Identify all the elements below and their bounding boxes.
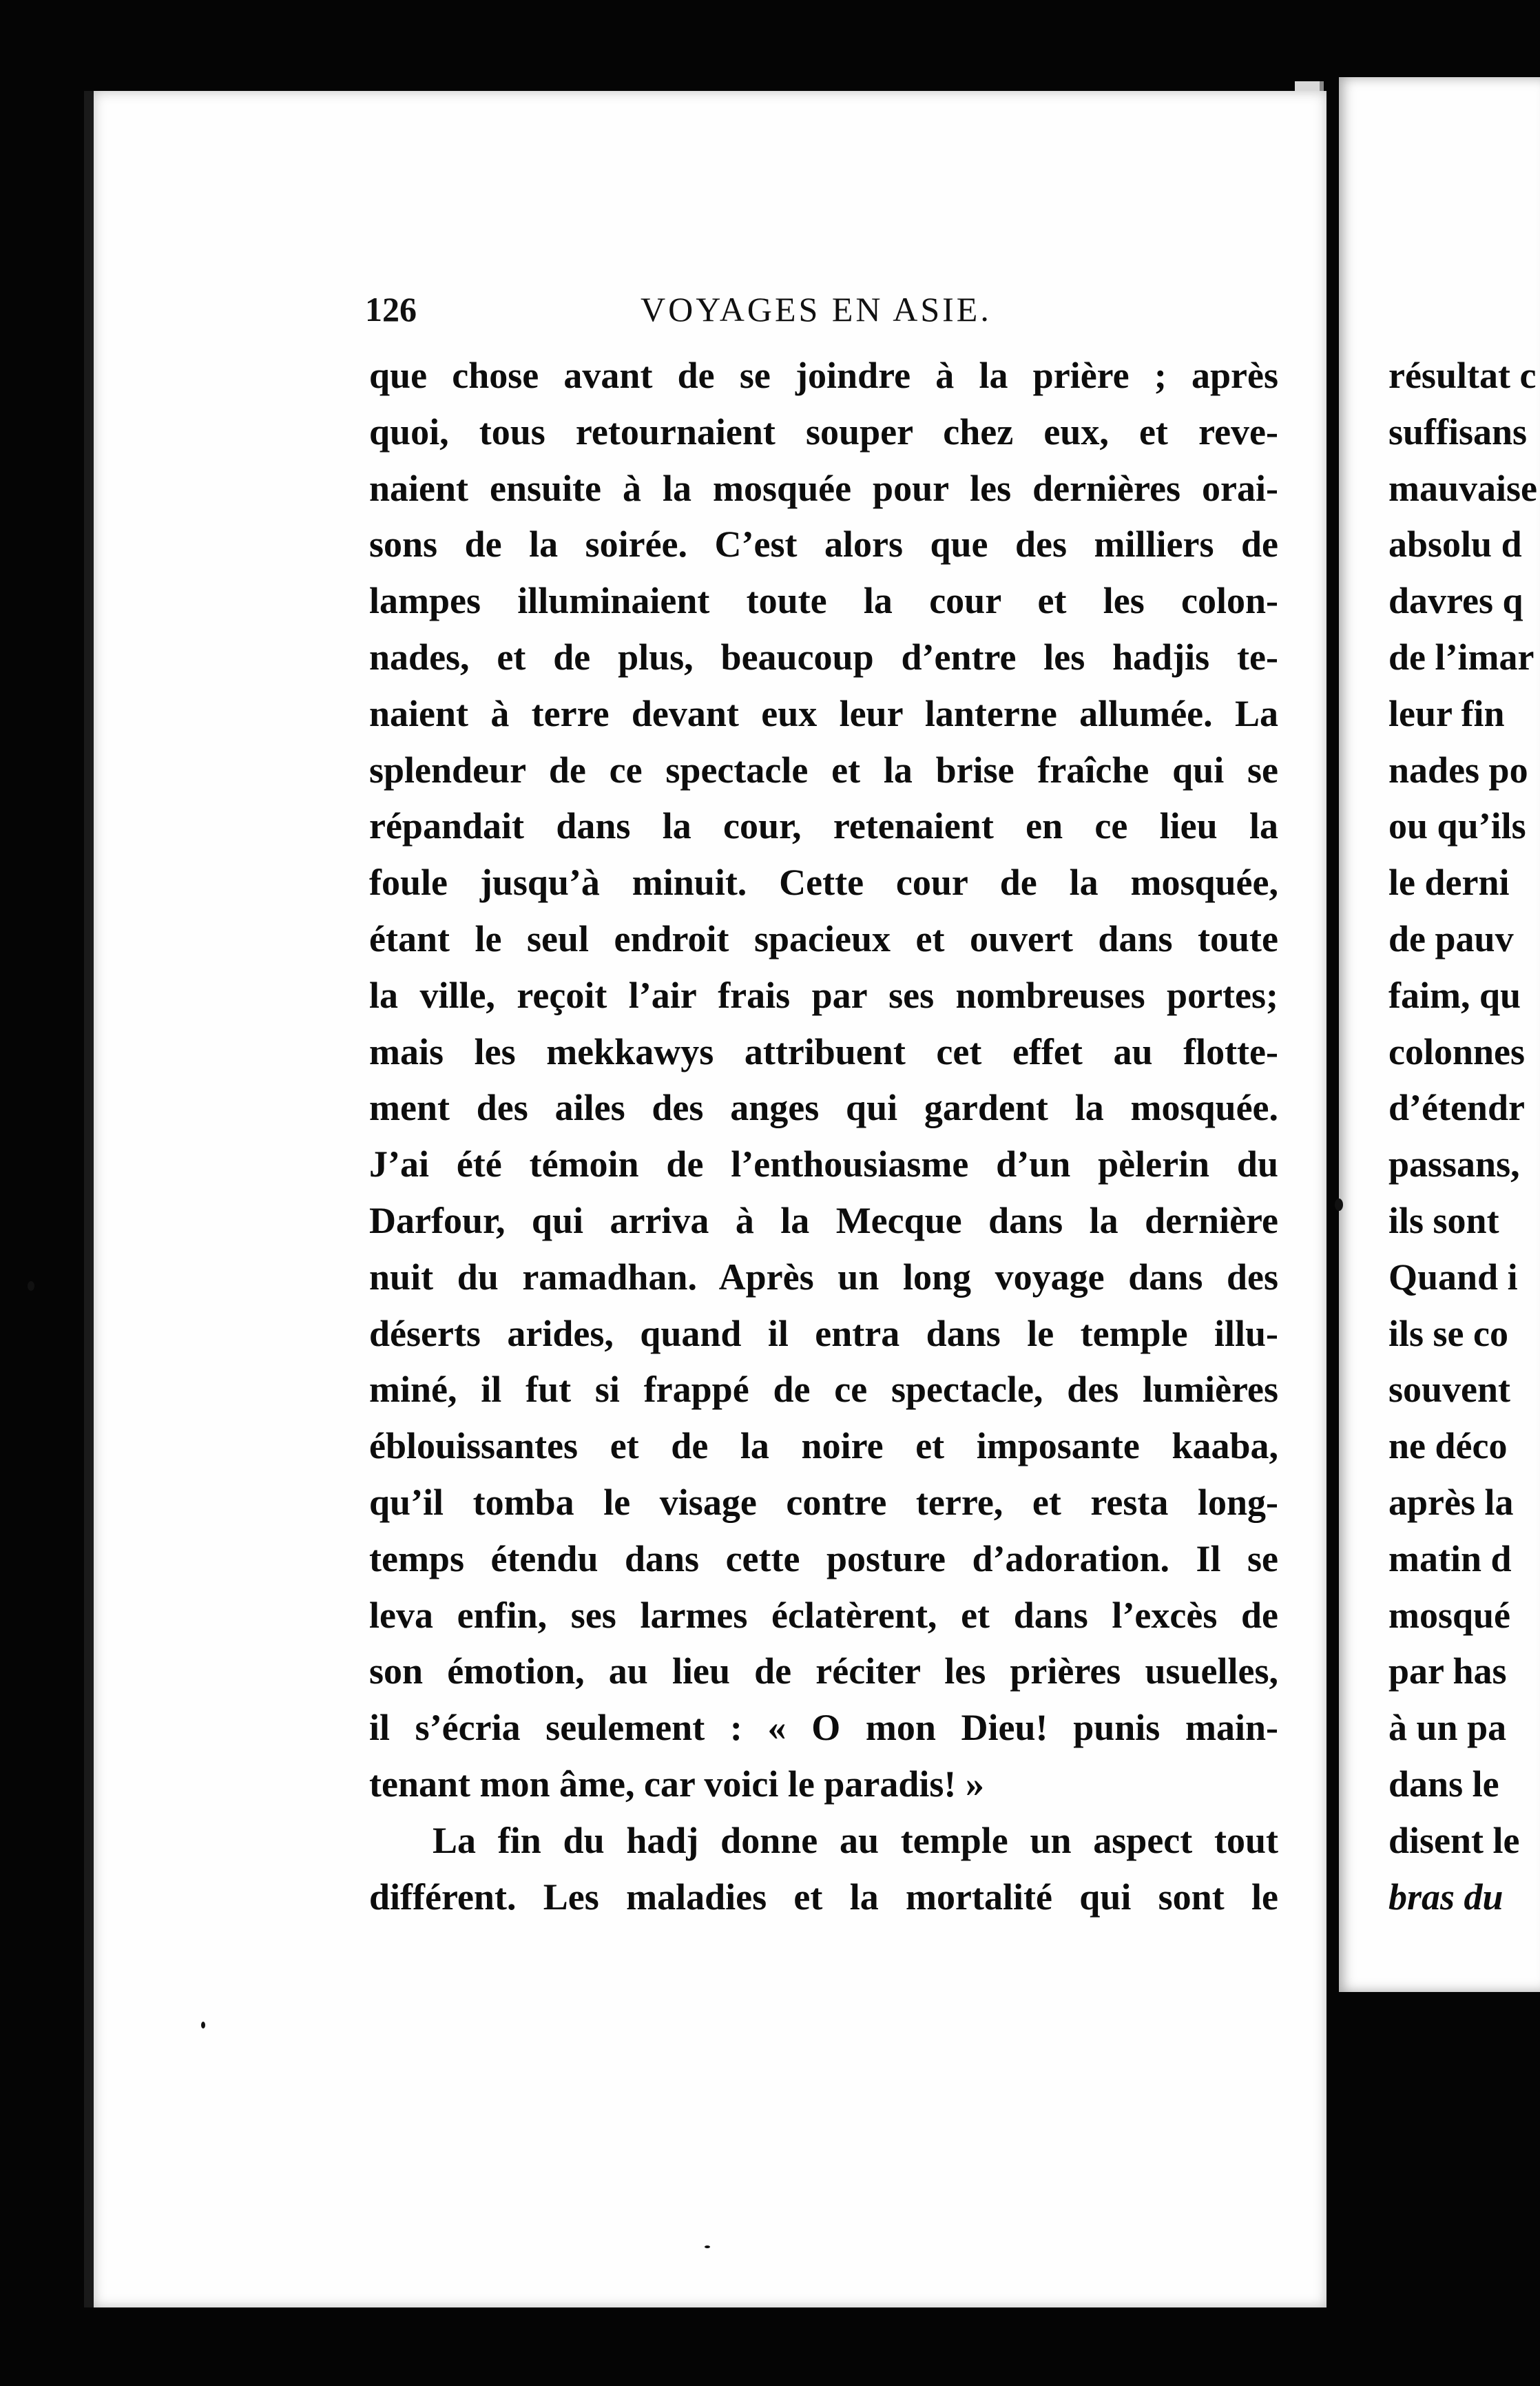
- right-text-line: de l’imar: [1388, 636, 1534, 678]
- text-line: naient à terre devant eux leur lanterne allumée. La: [369, 692, 1278, 734]
- right-text-line: dans le: [1388, 1763, 1499, 1805]
- text-line: il s’écria seulement : « O mon Dieu! punis main-: [369, 1707, 1278, 1749]
- text-line: Darfour, qui arriva à la Mecque dans la dernière: [369, 1199, 1278, 1241]
- right-text-line: absolu d: [1388, 523, 1522, 566]
- right-text-line: ils sont: [1388, 1199, 1499, 1241]
- right-text-line: par has: [1388, 1650, 1507, 1692]
- right-text-line: Quand i: [1388, 1256, 1518, 1298]
- text-line: quoi, tous retournaient souper chez eux, et reve-: [369, 411, 1278, 453]
- text-line: nuit du ramadhan. Après un long voyage dans des: [369, 1256, 1278, 1298]
- text-line: tenant mon âme, car voici le paradis! »: [369, 1763, 984, 1805]
- right-text-line: ils se co: [1388, 1312, 1508, 1354]
- right-text-line: ne déco: [1388, 1425, 1508, 1467]
- right-text-line: suffisans: [1388, 411, 1528, 453]
- text-line: son émotion, au lieu de réciter les prières usuelles,: [369, 1650, 1278, 1692]
- right-text-line: davres q: [1388, 580, 1523, 622]
- text-line: la ville, reçoit l’air frais par ses nombreuses portes;: [369, 974, 1278, 1016]
- right-text-line: passans,: [1388, 1143, 1520, 1185]
- paragraph-start-line: La fin du hadj donne au temple un aspect tout: [433, 1819, 1278, 1861]
- text-line: étant le seul endroit spacieux et ouvert dans toute: [369, 917, 1278, 959]
- text-line: ment des ailes des anges qui gardent la mosquée.: [369, 1087, 1278, 1129]
- right-text-line: le derni: [1388, 862, 1510, 904]
- text-line: qu’il tomba le visage contre terre, et resta long-: [369, 1481, 1278, 1523]
- right-text-line: d’étendr: [1388, 1087, 1525, 1129]
- text-line: lampes illuminaient toute la cour et les colon-: [369, 580, 1278, 622]
- running-head: [0, 289, 1309, 338]
- right-text-line: matin d: [1388, 1537, 1512, 1579]
- text-line: foule jusqu’à minuit. Cette cour de la mosquée,: [369, 862, 1278, 904]
- scan-speck: [1335, 1199, 1343, 1211]
- page-number: 126: [365, 290, 417, 329]
- text-line: splendeur de ce spectacle et la brise fraîche qui se: [369, 749, 1278, 791]
- text-line: déserts arides, quand il entra dans le temple illu-: [369, 1312, 1278, 1354]
- right-text-line: souvent: [1388, 1369, 1511, 1411]
- right-text-line: faim, qu: [1388, 974, 1521, 1016]
- scan-speck: [201, 2022, 205, 2029]
- text-line: répandait dans la cour, retenaient en ce lieu la: [369, 805, 1278, 847]
- body-text: [369, 348, 1278, 1925]
- text-line: nades, et de plus, beaucoup d’entre les hadjis te-: [369, 636, 1278, 678]
- text-line: différent. Les maladies et la mortalité qui sont le: [369, 1876, 1278, 1918]
- right-text-line: colonnes: [1388, 1030, 1526, 1072]
- right-text-line: leur fin: [1388, 692, 1505, 734]
- scan-speck: [28, 1281, 34, 1291]
- right-text-line: résultat c: [1388, 355, 1537, 396]
- text-line: mais les mekkawys attribuent cet effet au flotte-: [369, 1030, 1278, 1072]
- text-line: sons de la soirée. C’est alors que des milliers de: [369, 523, 1278, 566]
- text-line: leva enfin, ses larmes éclatèrent, et dans l’excès de: [369, 1594, 1278, 1636]
- text-line: que chose avant de se joindre à la prière ; après: [369, 355, 1278, 396]
- right-text-line: nades po: [1388, 749, 1528, 791]
- right-text-line: à un pa: [1388, 1707, 1507, 1749]
- right-text-line: après la: [1388, 1481, 1514, 1523]
- right-text-line: bras du: [1388, 1876, 1503, 1918]
- text-line: éblouissantes et de la noire et imposante kaaba,: [369, 1425, 1278, 1467]
- right-text-line: ou qu’ils: [1388, 805, 1526, 847]
- scan-speck: [705, 2245, 710, 2248]
- text-line: temps étendu dans cette posture d’adoration. Il se: [369, 1537, 1278, 1579]
- running-title: VOYAGES EN ASIE.: [641, 290, 992, 329]
- right-text-line: disent le: [1388, 1819, 1520, 1861]
- text-line: J’ai été témoin de l’enthousiasme d’un pèlerin du: [369, 1143, 1278, 1185]
- text-line: naient ensuite à la mosquée pour les dernières orai-: [369, 467, 1278, 509]
- right-text-line: mosqué: [1388, 1594, 1511, 1636]
- right-text-line: mauvaise: [1388, 467, 1537, 509]
- text-line: miné, il fut si frappé de ce spectacle, des lumières: [369, 1369, 1278, 1411]
- right-page-text: [1388, 348, 1540, 1925]
- right-text-line: de pauv: [1388, 917, 1514, 959]
